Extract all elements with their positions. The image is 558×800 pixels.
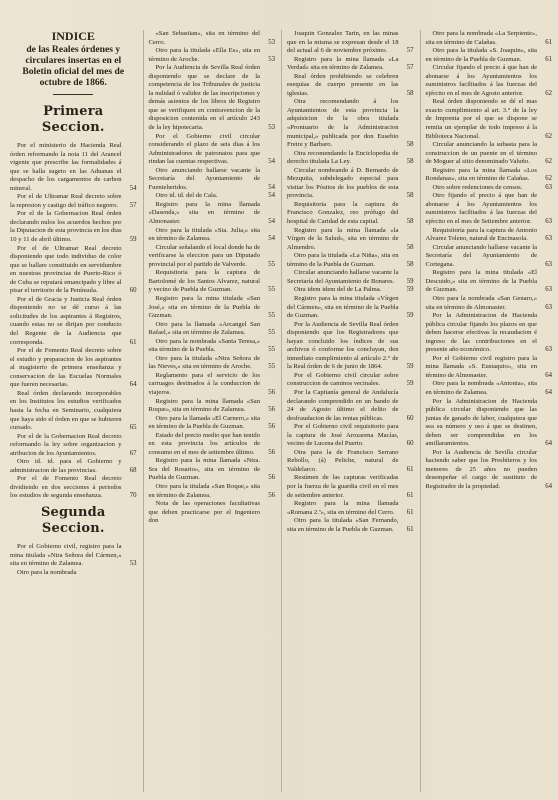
entry-page-number: 70 [129, 492, 137, 500]
index-entry [426, 269, 553, 295]
index-entry [10, 347, 137, 390]
index-entry [10, 569, 137, 578]
entry-text: Otro para la nombrada [17, 568, 77, 576]
entry-text: Registro para la mina llamada «Ntra. Sra del Rosario», sita en término de Puebla de Guzman. [148, 457, 260, 482]
entry-text: Por el Gobierno civil circular considerando el plazo de seis dias á los Administradores de patronatos para que rindan las cuentas respectivas. [148, 132, 260, 166]
index-column-3 [281, 30, 414, 792]
index-entry [149, 201, 276, 227]
index-entry [287, 227, 414, 253]
entry-page-number: 61 [406, 508, 414, 516]
entry-page-number: 58 [406, 218, 414, 226]
entry-text: Registro para la mina titulada «El Descuido,» sita en término de la Puebla de Guzman. [425, 269, 537, 294]
entry-text: Otro para la nombrada «Santa Teresa,» sita término de la Puebla. [148, 337, 260, 354]
entry-page-number: 63 [545, 218, 552, 226]
index-entry [426, 244, 553, 270]
entry-text: Por el de Ultramar Real decreto sobre la represion y castigo del tráfico negrero. [10, 193, 122, 209]
index-entry [287, 423, 414, 449]
index-entry [287, 449, 414, 475]
entry-text: Registro para la mina titulada «San José,» sita en término de la Puebla de Guzman. [148, 294, 260, 320]
entry-text: Por la Administracion de Hacienda pública circular fijando los plazos en que deben hacerse efectivas la recaudacion é ingreso de las contribuciones en el presente año económico. [425, 312, 537, 354]
index-column-2 [143, 30, 276, 792]
entry-text: Por la Audiencia de Sevilla Real órden disponiendo que los Registradores que hayan concluido los índices de sus archivos ó conforme los concluyan, den inmediato cumplimiento al artículo 2.° de la Real órden de 6 de junio de 1864. [287, 320, 399, 371]
entry-page-number: 59 [129, 236, 137, 244]
section-heading: Segunda Seccion. [40, 504, 106, 536]
entry-page-number: 58 [406, 260, 414, 268]
index-entry [287, 286, 414, 295]
index-entry [426, 30, 553, 47]
entry-page-number: 61 [406, 465, 414, 473]
index-entry [426, 47, 553, 64]
entry-text: Joaquin Gonzalez Tarin, en las minas que en la misma se expresan desde el 18 del actual al 6 de noviembre próximo. [287, 30, 399, 55]
index-entry [10, 142, 137, 193]
index-entry [149, 269, 276, 295]
entry-page-number: 55 [268, 329, 275, 337]
entry-text: Otro sobre redenciones de censos. [432, 183, 523, 191]
entry-text: Registro para la mina llamada «la Vírgen de la Salud», sita en término de Almendro. [287, 226, 399, 251]
index-entry [149, 372, 276, 398]
entry-text: Por el ministerio de Hacienda Real órden reformando la nota 11 del Arancel vigente que prescribe las formalidades á que se halla sugeto en las Aduanas el despacho de los cargamentos de carbon mineral. [10, 142, 122, 192]
entry-page-number: 64 [545, 440, 552, 448]
index-entry [287, 372, 414, 389]
index-entry [149, 133, 276, 167]
index-entry [149, 64, 276, 132]
entry-page-number: 57 [129, 201, 137, 209]
entry-text: Resúmen de las capturas verificadas por la fuerza de la guardia civil en el mes de setiembre anterior. [287, 474, 399, 499]
entry-text: Circular nombrando á D. Bernardo de Mezquita, subdelegado especial para visitar los Pósitos de los pueblos de esta provincia. [287, 166, 399, 200]
entry-page-number: 53 [129, 560, 137, 568]
index-entry [287, 295, 414, 321]
index-entry [426, 355, 553, 381]
index-entry [10, 543, 137, 569]
entry-page-number: 55 [268, 260, 275, 268]
entry-page-number: 64 [545, 371, 552, 379]
entry-text: Otro id. id. del de Cala. [155, 192, 218, 200]
entry-text: Por la Audiencia de Sevilla Real órden disponiendo que se declare de la competencia de los Tribunales de justicia la nulidad ó validez de las inscripciones y demás asientos de los libros de Registro que se verifiquen en contravencion de la disposicion contenida en el artículo 243 de la ley hipotecaria. [148, 64, 260, 132]
entry-page-number: 61 [545, 55, 552, 63]
index-entry [287, 150, 414, 167]
entry-text: Reglamento para el servicio de los carruages destinados á la conduccion de viajeros. [148, 371, 260, 396]
entry-text: Otro id. id. para el Gobierno y administracion de las provincias. [10, 458, 122, 474]
index-entry [149, 500, 276, 526]
index-entry [287, 56, 414, 73]
entry-page-number: 56 [268, 406, 275, 414]
entry-page-number: 58 [406, 243, 414, 251]
entry-page-number: 62 [545, 132, 552, 140]
entry-text: Otro para la titulada «San Roque,» sita en término de Zalamea. [148, 482, 260, 499]
entry-text: Otra recomendando la Enciclopedia de derecho titulada La Ley. [287, 149, 399, 166]
entry-page-number: 54 [268, 235, 275, 243]
index-title: INDICE [51, 30, 95, 43]
entry-text: Real órden disponiendo se dé el mas exacto cumplimiento al art. 3.° de la ley de Imprenta por el que se dispone se remita un ejemplar de todo impreso á la Biblioteca Nacional. [425, 98, 537, 140]
entry-page-number: 57 [406, 64, 414, 72]
entry-text: Real órden declarando incorporables en los Institutos los estudios verificados hasta la fecha en Seminario, cualquiera que haya sido el órden en que se hubieren cursado. [10, 389, 122, 432]
index-entry [287, 500, 414, 517]
entry-page-number: 53 [268, 55, 275, 63]
entry-text: Nota de las operaciones facultativas que deben practicarse por el Ingeniero don [148, 500, 260, 525]
entry-text: Otro para la nombrada «La Serpiente», sita en término de Calañas. [425, 30, 537, 46]
index-entry [10, 458, 137, 475]
entry-text: Otro para la titulada «Ella Es», sita en término de Aroche. [148, 47, 260, 63]
entry-text: Por el Gobierno civil circular sobre construccion de caminos vecinales. [287, 371, 399, 388]
entry-text: Circular señalando el local donde ha de verificarse la eleccion para un Diputado provincial por el partido de Valverde. [148, 243, 260, 268]
entry-text: Por el de Fomento Real decreto dividiendo en dos secciones á periodos los estudios de segunda enseñanza. [10, 475, 122, 500]
entry-page-number: 56 [268, 448, 275, 456]
entry-text: Real órden prohibiendo se celebren esequias de cuerpo presente en las iglesias. [287, 72, 399, 97]
entry-text: Circular anunciando hallarse vacante la Secretaría del Ayuntamiento de Bonares. [287, 269, 399, 285]
index-entry [149, 355, 276, 372]
entry-page-number: 56 [268, 388, 275, 396]
entry-page-number: 54 [268, 192, 275, 200]
entry-text: Otro para la llamada «Arcangel San Rafael,» sita en término de Zalamea. [148, 320, 260, 337]
index-entry [149, 432, 276, 458]
entry-page-number: 60 [406, 414, 414, 422]
index-entry [149, 321, 276, 338]
index-entry [287, 98, 414, 149]
entry-page-number: 56 [268, 423, 275, 431]
entry-page-number: 58 [406, 192, 414, 200]
entry-page-number: 54 [129, 184, 137, 192]
entry-text: Requisitoria para la captura de Antonio Alvarez Toleno, natural de Encinasola. [425, 226, 537, 243]
entry-page-number: 55 [268, 346, 275, 354]
index-entry [426, 295, 553, 312]
entry-page-number: 63 [545, 346, 552, 354]
index-entry [426, 380, 553, 397]
entry-text: Circular anunciando hallarse vacante la Secretaría del Ayuntamiento de Cortegana. [425, 243, 537, 268]
entry-page-number: 61 [406, 525, 414, 533]
index-entry [426, 227, 553, 244]
index-column-1 [10, 30, 137, 792]
index-entry [10, 210, 137, 244]
entry-text: Por la Audiencia de Sevilla circular haciendo saber que los Presbíteros y los menores de 25 años no pueden desempeñar el cargo de sustituto de Registrador de la propiedad. [425, 448, 537, 490]
entry-page-number: 59 [406, 277, 414, 285]
entry-page-number: 59 [406, 286, 414, 294]
entry-page-number: 63 [545, 286, 552, 294]
entry-text: Por el Gobierno civil requisitorio para la captura de José Arozarena Macías, vecino de Lucena del Puerto. [287, 423, 399, 448]
entry-page-number: 63 [545, 183, 552, 191]
entry-page-number: 60 [406, 440, 414, 448]
index-entry [287, 321, 414, 372]
index-entry [10, 433, 137, 459]
entry-text: Registro para la mina llamada «Dasenda,» sita en término de Almonaster. [148, 200, 260, 226]
entry-text: Por el de Fomento Real decreto sobre el estudio y preparacion de los aspirantes al magisterio de primera enseñanza y conservacion de las Escuelas Normales que fueren necesarias. [10, 347, 122, 389]
entry-text: Otro para la titulada «Sta. Julia,» sita en término de Zalamea. [148, 226, 260, 243]
entry-page-number: 60 [129, 287, 137, 295]
entry-text: Por el Gobierno civil, registro para la mina titulada «Ntra Señora del Cármen,» sita en término de Zalamea. [10, 542, 122, 568]
entry-page-number: 56 [268, 474, 275, 482]
entry-text: Estado del precio medio que han tenido en esta provincia los artículos de consumo en el mes de setiembre último. [148, 431, 260, 456]
entry-text: Registro para la mina llamada «San Roque», sita en término de Zalamea. [148, 397, 260, 414]
index-entry [426, 141, 553, 167]
entry-text: Por el de Gracia y Justicia Real órden disponiendo no se dé curso á las solicitudes de los aspirantes á Registros, cuando estas no se dirijan por conducto del Regente de la Audiencia que corresponda. [10, 295, 122, 346]
entry-page-number: 68 [129, 466, 137, 474]
entry-page-number: 63 [545, 260, 552, 268]
section-heading: Primera Seccion. [41, 104, 105, 135]
index-entry [287, 474, 414, 500]
entry-page-number: 57 [406, 47, 414, 55]
entry-text: Registro para la mina titulada «Vírgen del Cármen», sita en término de la Puebla de Guzman. [287, 294, 399, 320]
index-entry [426, 312, 553, 355]
index-entry [426, 192, 553, 226]
entry-text: «San Sebastian», sita en término del Cerro. [148, 30, 260, 46]
entry-text: Otro fijando el precio á que han de abonarse á los Ayuntamientos los suministros facilitados á las fuerzas del ejército en el mes de Setiembre anterior. [425, 192, 537, 226]
entry-text: Requisitoria para la captura de Bartolomé de los Santos Alvarez, natural y vecino de Puebla de Guzman. [148, 269, 260, 294]
entry-page-number: 64 [129, 381, 137, 389]
index-entry [10, 475, 137, 501]
entry-page-number: 58 [406, 158, 414, 166]
title-divider [53, 94, 93, 95]
index-column-4 [420, 30, 553, 792]
index-entry [10, 296, 137, 347]
index-entry [149, 415, 276, 432]
entry-page-number: 58 [406, 89, 414, 97]
entry-text: Otro para la nombrada «San Genaro,» sita en término de Almonaster. [425, 294, 537, 311]
entry-page-number: 54 [268, 158, 275, 166]
entry-page-number: 62 [545, 175, 552, 183]
index-entry [287, 30, 414, 56]
index-entry [426, 398, 553, 449]
entry-text: Otro para la titulada «S. Joaquin», sita en término de la Puebla de Guzman. [425, 47, 537, 63]
index-entry [287, 517, 414, 534]
entry-text: Otra recomendando á los Ayuntamientos de esta provincia la adquisicion de la obra titulada «Prontuario de la Administracion municipal,» publicada por don Eusebio Freire y Barbaro. [287, 98, 399, 149]
index-entry [287, 201, 414, 227]
entry-text: Por el de la Gobernacion Real órden declarando nulos los acuerdos hechos por la Diputacion de esta provincia en los dias 10 y 11 de abril último. [10, 210, 122, 244]
entry-page-number: 58 [406, 141, 414, 149]
entry-text: Otro anunciando hallarse vacante la Secretaría del Ayuntamiento de Fuenteheridos. [148, 166, 260, 191]
index-entry [149, 295, 276, 321]
entry-page-number: 67 [129, 449, 137, 457]
entry-text: Otra para la de Francisco Serrano Rebollo, (á) Peliche, natural de Valdelarco. [287, 448, 399, 473]
entry-page-number: 55 [268, 363, 275, 371]
index-entry [426, 167, 553, 184]
index-entry [149, 338, 276, 355]
entry-text: Requisitoria para la captura de Francisco Gonzalez, reo prófugo del hospital de Caridad de esta capital. [287, 200, 399, 226]
index-entry [149, 167, 276, 193]
entry-text: Por la Administracion de Hacienda pública circular disponiendo que las juntas de ganado de labor, cualquiera que sea su número y uso á que se destinen, deben ser comprendidas en los amillaramientos. [425, 397, 537, 448]
entry-page-number: 54 [268, 218, 275, 226]
entry-text: Otro para la titulada «Ntra Señora de las Nieves,» sita en término de Aroche. [148, 354, 260, 371]
entry-page-number: 61 [406, 491, 414, 499]
index-entry [149, 398, 276, 415]
index-columns [10, 30, 552, 792]
entry-text: Circular anunciando la subasta para la construccion de un puente en el término de Moguer al sitio denominado Valuño. [425, 141, 537, 166]
index-entry [149, 227, 276, 244]
entry-text: Circular fijando el precio á que han de abonarse á los Ayuntamientos los suministros facilitados á las fuerzas del ejército en el mes de Agosto anterior. [425, 64, 537, 97]
index-entry [149, 47, 276, 64]
entry-page-number: 55 [268, 312, 275, 320]
index-entry [287, 73, 414, 99]
entry-text: Registro para la mina llamada «Romana 2.ª», sita en término del Cerro. [287, 500, 399, 516]
index-entry [287, 252, 414, 269]
entry-text: Registro para la mina llamada «Los Rondanas», sita en término de Calañas. [425, 166, 537, 183]
entry-text: Otro para la titulada «La Niña», sita en término de la Puebla de Guzman. [287, 252, 399, 268]
entry-text: Por el Gobierno civil registro para la mina llamada «S. Eustaquio», sita en término de Almonaster. [425, 354, 537, 379]
entry-page-number: 59 [406, 363, 414, 371]
index-entry [149, 244, 276, 270]
entry-text: Otra idem idem del de La Palma. [294, 286, 382, 294]
entry-page-number: 53 [268, 38, 275, 46]
entry-page-number: 54 [268, 183, 275, 191]
index-entry [149, 457, 276, 483]
entry-page-number: 53 [268, 124, 275, 132]
entry-text: Registro para la mina llamada «La Verdad» sita en término de Zalamea. [287, 55, 399, 72]
entry-page-number: 64 [545, 482, 552, 490]
index-entry [10, 390, 137, 433]
entry-text: Otro para la llamada «El Carnero,» sita en término de la Puebla de Guzman. [148, 414, 260, 431]
entry-page-number: 61 [545, 38, 552, 46]
entry-page-number: 62 [545, 89, 552, 97]
entry-page-number: 55 [268, 286, 275, 294]
entry-text: Otro para la nombrada «Antonia», sita en término de Zalamea. [425, 380, 537, 396]
entry-text: Por el de la Gobernacion Real decreto reformando la ley sobre organizacion y atribucion de los Ayuntamientos. [10, 432, 122, 457]
index-entry [426, 98, 553, 141]
entry-text: Por el de Ultramar Real decreto disponiendo que todo individuo de color que se hallare constituido en servidumbre en nuestras provincias de Puerto-Rico ó de Cuba se reputará emancipado y libre al pisar el territorio de la Península. [10, 244, 122, 295]
entry-text: Otro para la titulada «San Fernando, sita en término de la Puebla de Guzman. [287, 517, 399, 533]
index-entry [149, 30, 276, 47]
entry-page-number: 63 [545, 235, 552, 243]
entry-text: Por la Capitanía general de Andalucía declarando comprendido en un bando de 24 de Agosto último el delito de desfraudacion de las rentas públicas. [287, 388, 399, 422]
index-entry [426, 449, 553, 492]
entry-page-number: 62 [545, 158, 552, 166]
index-entry [426, 64, 553, 98]
entry-page-number: 56 [268, 491, 275, 499]
index-subtitle: de las Reales órdenes y circulares insertas en el Boletin oficial del mes de octubre de 1866. [22, 44, 125, 88]
index-entry [10, 245, 137, 296]
entry-page-number: 63 [545, 303, 552, 311]
index-entry [287, 389, 414, 423]
index-entry [10, 193, 137, 210]
entry-page-number: 59 [406, 312, 414, 320]
index-entry [149, 192, 276, 201]
entry-page-number: 64 [545, 388, 552, 396]
entry-page-number: 61 [129, 338, 137, 346]
index-entry [426, 184, 553, 193]
index-entry [149, 483, 276, 500]
index-entry [287, 167, 414, 201]
entry-page-number: 59 [406, 380, 414, 388]
index-entry [287, 269, 414, 286]
entry-page-number: 65 [129, 424, 137, 432]
